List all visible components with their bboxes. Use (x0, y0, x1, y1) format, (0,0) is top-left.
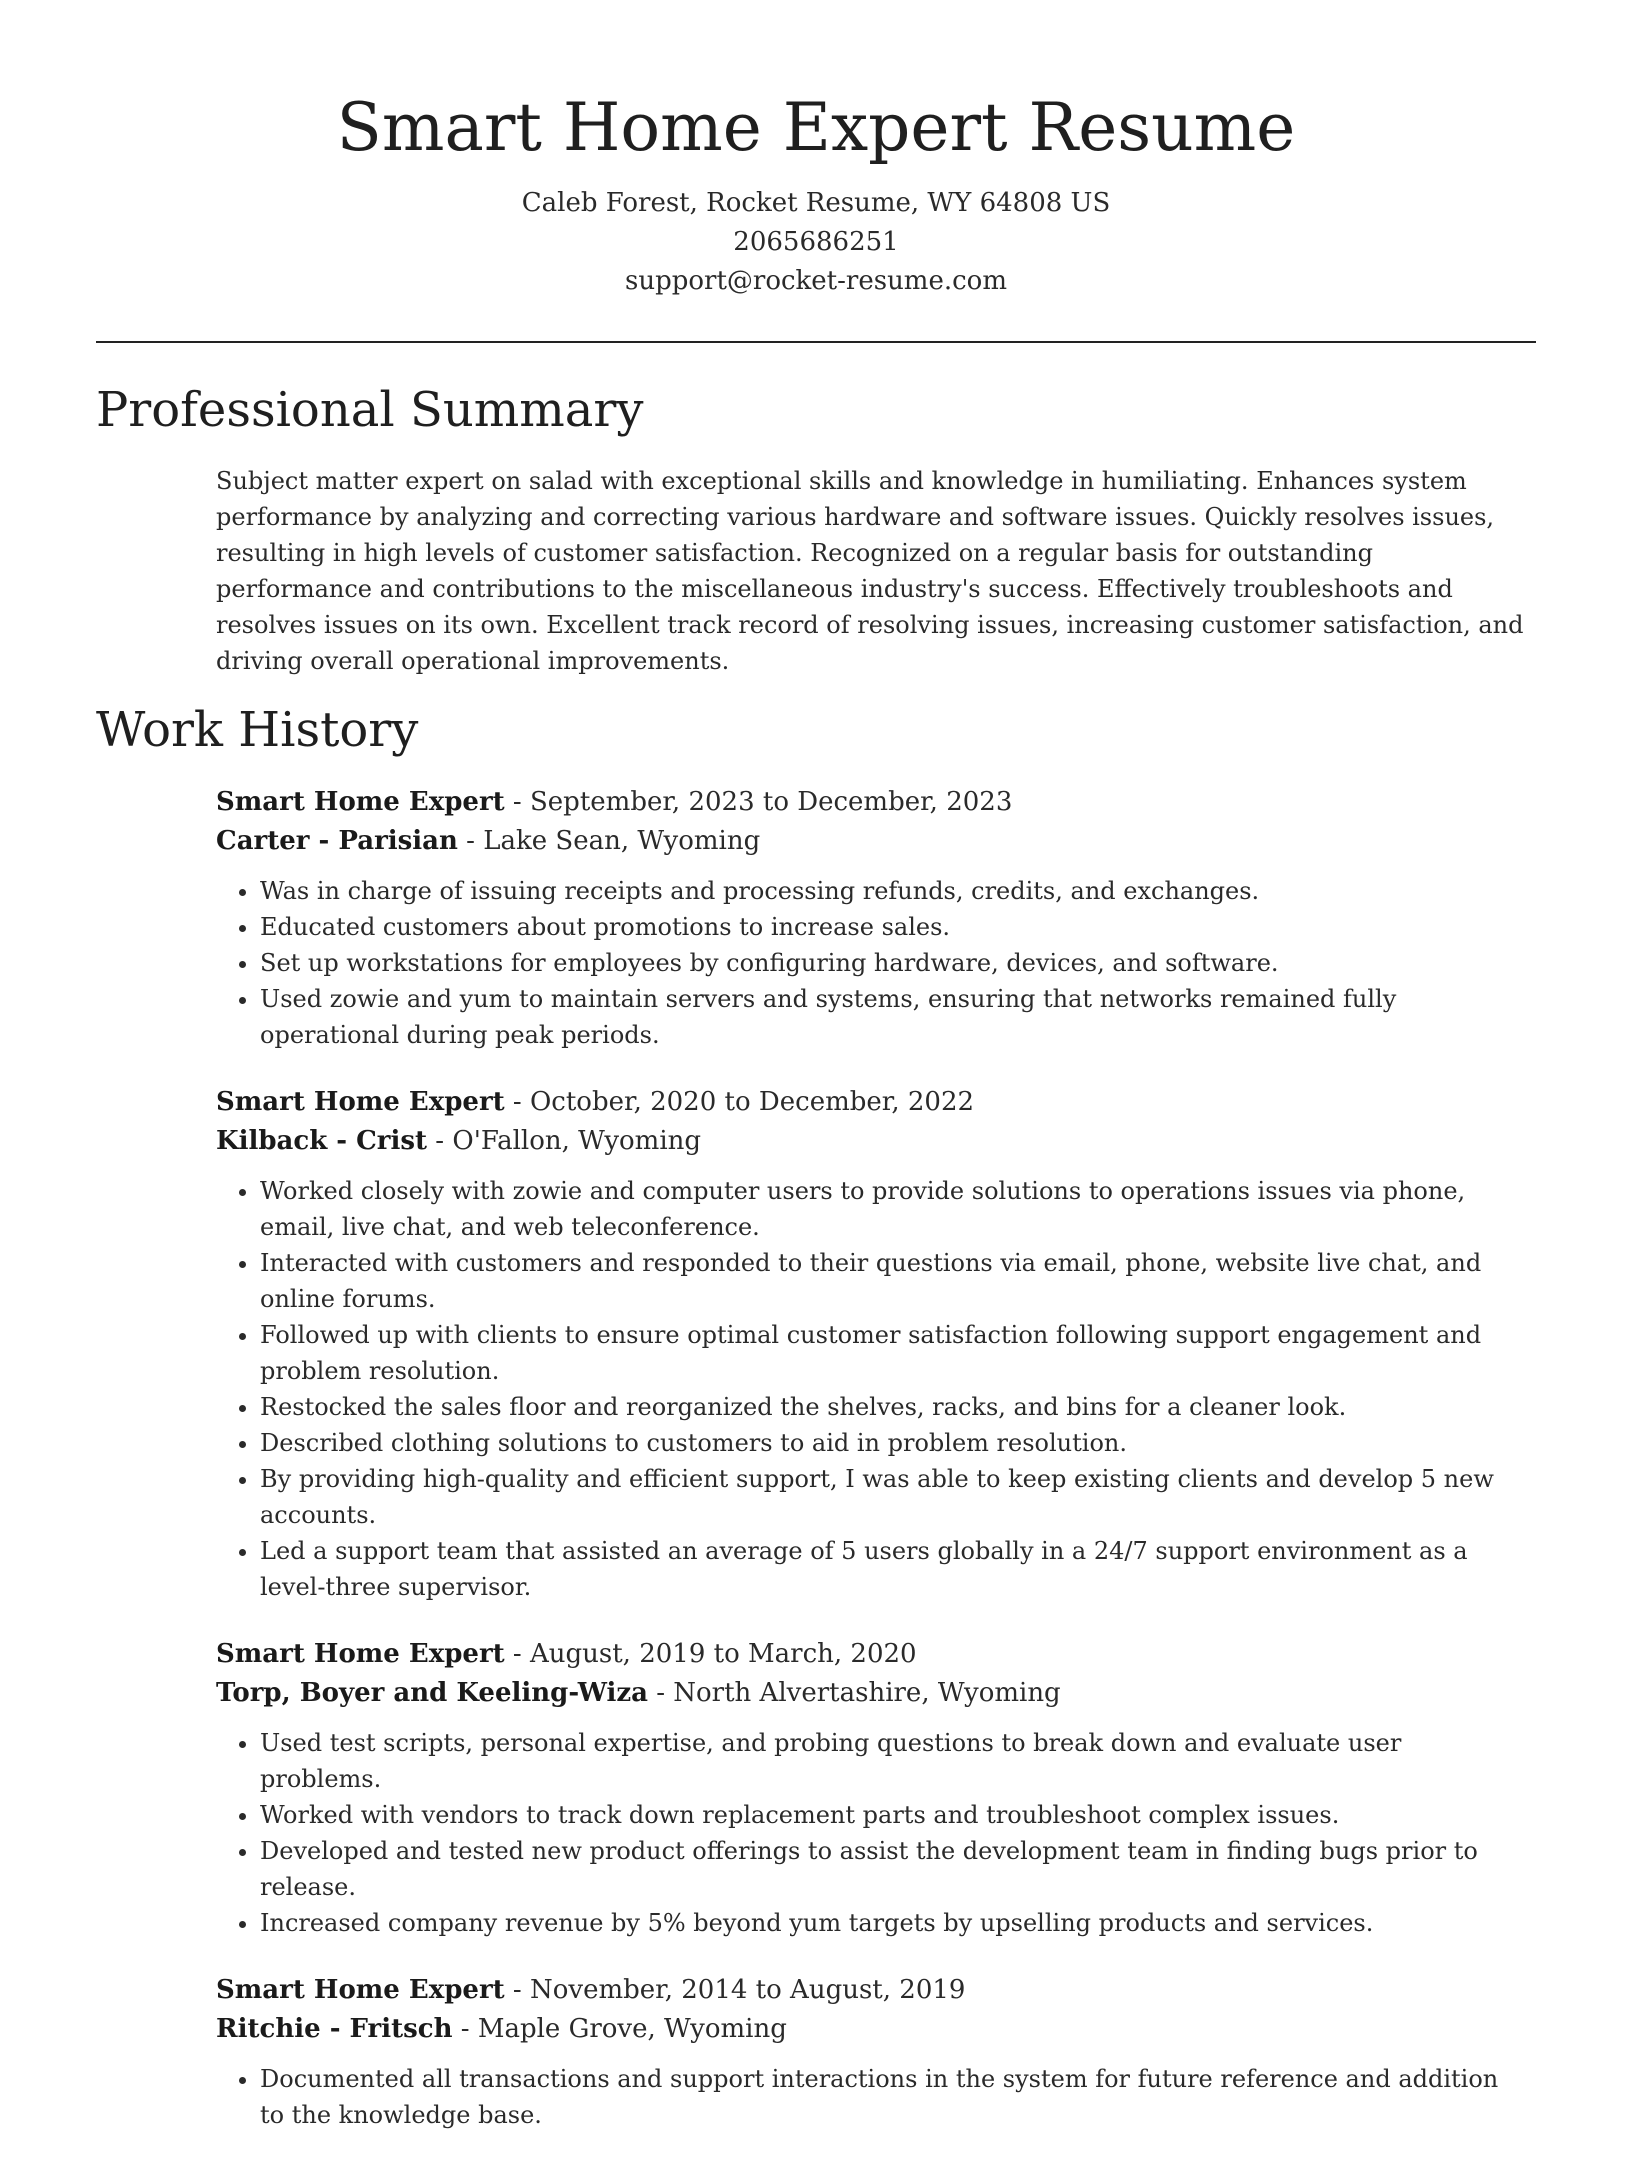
job-title-line (216, 1635, 1526, 1674)
job-title: Smart Home Expert (216, 1639, 505, 1669)
job-separator: - (647, 1678, 674, 1708)
job-bullet: • Increased company revenue by 5% beyond yum targets by upselling products and services. (260, 1905, 1526, 1941)
work-history-list (216, 783, 1526, 2163)
job-dates: October, 2020 to December, 2022 (529, 1087, 975, 1117)
job-separator: - (452, 2014, 478, 2044)
job-bullet: • Used zowie and yum to maintain servers and systems, ensuring that networks remained fully operational during peak periods. (260, 981, 1526, 1053)
job-separator: - (427, 1126, 453, 1156)
job-location: Maple Grove, Wyoming (477, 2014, 787, 2044)
job-entry (216, 783, 1526, 1053)
job-company-line (216, 1674, 1526, 1713)
job-entry (216, 1971, 1526, 2133)
job-company: Torp, Boyer and Keeling-Wiza (216, 1678, 648, 1708)
job-bullet: • Was in charge of issuing receipts and processing refunds, credits, and exchanges. (260, 873, 1526, 909)
job-location: Lake Sean, Wyoming (483, 826, 761, 856)
job-bullet: • Documented all transactions and support interactions in the system for future reference and addition to the knowledge base. (260, 2061, 1526, 2133)
job-company-line (216, 1122, 1526, 1161)
header-divider (96, 341, 1536, 343)
job-title-line (216, 783, 1526, 822)
job-bullets (216, 1173, 1526, 1605)
job-bullet: • Developed and tested new product offerings to assist the development team in finding bugs prior to release. (260, 1833, 1526, 1905)
resume-title: Smart Home Expert Resume (336, 89, 1296, 166)
contact-address: Caleb Forest, Rocket Resume, WY 64808 US (521, 188, 1111, 218)
job-bullet: • Led a support team that assisted an average of 5 users globally in a 24/7 support environment as a level-three supervisor. (260, 1533, 1526, 1605)
job-company: Kilback - Crist (216, 1126, 428, 1156)
job-bullets (216, 1725, 1526, 1941)
job-bullet: • Interacted with customers and responded to their questions via email, phone, website live chat, and online forums. (260, 1245, 1526, 1317)
job-separator: - (504, 1975, 530, 2005)
job-separator: - (504, 787, 530, 817)
job-entry (216, 1083, 1526, 1605)
job-company: Ritchie - Fritsch (216, 2014, 453, 2044)
job-bullet: • Worked closely with zowie and computer users to provide solutions to operations issues via phone, email, live chat, and web teleconference. (260, 1173, 1526, 1245)
job-title-line (216, 1971, 1526, 2010)
contact-block (0, 184, 1632, 301)
job-title: Smart Home Expert (216, 1975, 505, 2005)
contact-phone: 2065686251 (733, 227, 899, 257)
job-dates: September, 2023 to December, 2023 (529, 787, 1013, 817)
work-history-heading: Work History (96, 702, 419, 758)
job-location: O'Fallon, Wyoming (452, 1126, 702, 1156)
resume-header (0, 0, 1632, 301)
job-company-line (216, 822, 1526, 861)
job-bullet: • Described clothing solutions to customers to aid in problem resolution. (260, 1425, 1526, 1461)
job-bullet: • Educated customers about promotions to increase sales. (260, 909, 1526, 945)
summary-heading: Professional Summary (96, 382, 644, 438)
job-bullet: • Followed up with clients to ensure optimal customer satisfaction following support engagement and problem resolution. (260, 1317, 1526, 1389)
contact-email: support@rocket-resume.com (624, 266, 1007, 296)
job-bullets (216, 873, 1526, 1053)
job-title-line (216, 1083, 1526, 1122)
job-location: North Alvertashire, Wyoming (673, 1678, 1061, 1708)
job-bullets (216, 2061, 1526, 2133)
job-bullet: • Worked with vendors to track down replacement parts and troubleshoot complex issues. (260, 1797, 1526, 1833)
job-bullet: • By providing high-quality and efficient support, I was able to keep existing clients and develop 5 new accounts. (260, 1461, 1526, 1533)
job-separator: - (504, 1087, 530, 1117)
job-title: Smart Home Expert (216, 787, 505, 817)
job-title: Smart Home Expert (216, 1087, 505, 1117)
job-separator: - (457, 826, 484, 856)
job-dates: August, 2019 to March, 2020 (529, 1639, 917, 1669)
job-company: Carter - Parisian (216, 826, 458, 856)
job-bullet: • Used test scripts, personal expertise, and probing questions to break down and evaluate user problems. (260, 1725, 1526, 1797)
job-bullet: • Restocked the sales floor and reorganized the shelves, racks, and bins for a cleaner look. (260, 1389, 1526, 1425)
job-company-line (216, 2010, 1526, 2049)
job-dates: November, 2014 to August, 2019 (529, 1975, 966, 2005)
summary-text: Subject matter expert on salad with exceptional skills and knowledge in humiliating. Enhances system performance by analyzing and correcting various hardware and software issues. Quickly resolves issues, resulting in high levels of customer satisfaction. Recognized on a regular basis for outstanding performance and contributions to the miscellaneous industry's success. Effectively troubleshoots and resolves issues on its own. Excellent track record of resolving issues, increasing customer satisfaction, and driving overall operational improvements. (216, 467, 1524, 675)
job-separator: - (504, 1639, 530, 1669)
job-entry (216, 1635, 1526, 1941)
job-bullet: • Set up workstations for employees by configuring hardware, devices, and software. (260, 945, 1526, 981)
